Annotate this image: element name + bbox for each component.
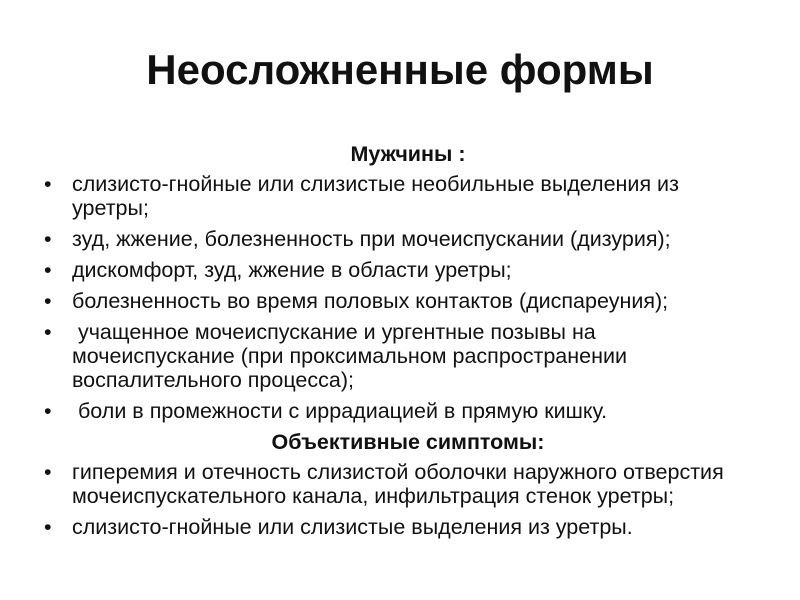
list-item-text: зуд, жжение, болезненность при мочеиспускании (дизурия); — [72, 227, 671, 251]
list-item — [44, 172, 744, 220]
list-item — [44, 515, 744, 539]
list-item-text: дискомфорт, зуд, жжение в области уретры; — [72, 258, 512, 282]
slide-content — [44, 142, 744, 546]
list-item — [44, 289, 744, 313]
slide-title: Неосложненные формы — [146, 46, 654, 93]
bullet-icon: • — [44, 515, 52, 539]
list-item-text: боли в промежности с иррадиацией в прямую кишку. — [72, 399, 608, 423]
bullet-icon: • — [44, 320, 52, 344]
list-item-text: учащенное мочеиспускание и ургентные позывы на мочеиспускание (при проксимальном распространении воспалительного процесса); — [72, 320, 633, 392]
list-item-text: гиперемия и отечность слизистой оболочки наружного отверстия мочеиспускательного канала, инфильтрация стенок уретры; — [72, 460, 730, 508]
bullet-icon: • — [44, 289, 52, 313]
bullet-icon: • — [44, 227, 52, 251]
men-symptoms-list — [44, 172, 744, 423]
list-item — [44, 460, 744, 508]
objective-symptoms-list — [44, 460, 744, 539]
list-item-text: болезненность во время половых контактов (диспареуния); — [72, 289, 669, 313]
men-heading: Мужчины : — [350, 142, 466, 166]
list-item — [44, 399, 744, 423]
list-item-text: слизисто-гнойные или слизистые выделения из уретры. — [72, 515, 633, 539]
bullet-icon: • — [44, 172, 52, 196]
list-item-text: слизисто-гнойные или слизистые необильные выделения из уретры; — [72, 172, 685, 220]
objective-heading: Объективные симптомы: — [271, 430, 545, 454]
list-item — [44, 227, 744, 251]
list-item — [44, 320, 744, 392]
bullet-icon: • — [44, 460, 52, 484]
list-item — [44, 258, 744, 282]
bullet-icon: • — [44, 399, 52, 423]
bullet-icon: • — [44, 258, 52, 282]
